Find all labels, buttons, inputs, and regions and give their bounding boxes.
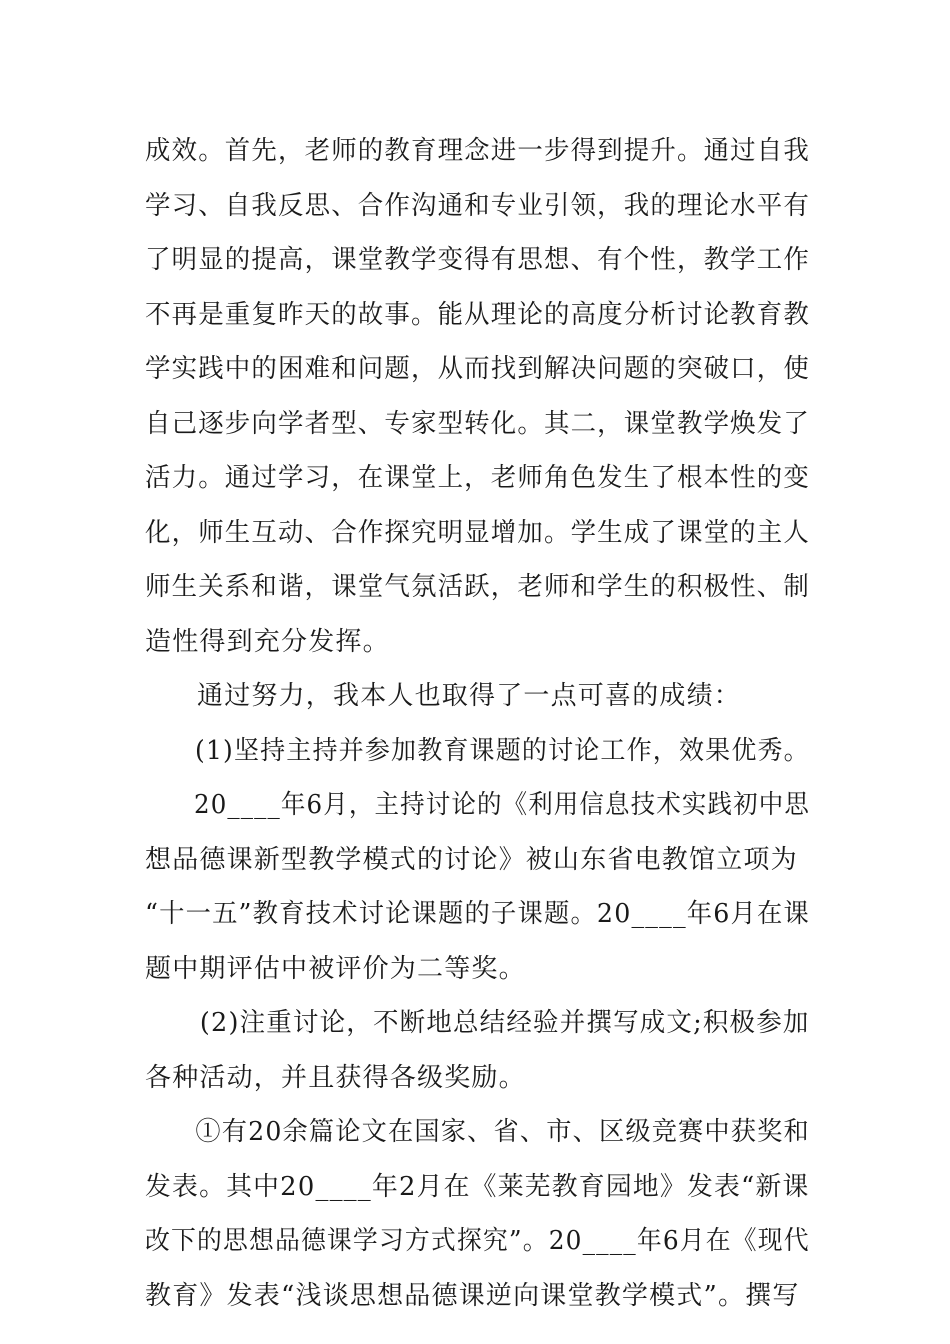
text-line: 改下的思想品德课学习方式探究”。20____年6月在《现代 bbox=[145, 1226, 810, 1256]
paragraph-start: 20____年6月，主持讨论的《利用信息技术实践初中思 bbox=[193, 790, 811, 820]
text-line: 活力。通过学习，在课堂上，老师角色发生了根本性的变 bbox=[145, 463, 810, 493]
text-line: 想品德课新型教学模式的讨论》被山东省电教馆立项为 bbox=[145, 844, 798, 875]
text-line: 不再是重复昨天的故事。能从理论的高度分析讨论教育教 bbox=[145, 299, 810, 330]
text-line: 教育》发表“浅谈思想品德课逆向课堂教学模式”。撰写 bbox=[145, 1280, 800, 1311]
text-line: “十一五”教育技术讨论课题的子课题。20____年6月在课 bbox=[145, 899, 810, 929]
text-line: 题中期评估中被评价为二等奖。 bbox=[145, 953, 526, 984]
text-line: 造性得到充分发挥。 bbox=[145, 626, 390, 657]
text-line: 学习、自我反思、合作沟通和专业引领，我的理论水平有 bbox=[145, 190, 810, 221]
paragraph-start: 通过努力，我本人也取得了一点可喜的成绩： bbox=[197, 681, 742, 711]
text-line: 成效。首先，老师的教育理念进一步得到提升。通过自我 bbox=[145, 136, 810, 166]
paragraph-start: ①有20余篇论文在国家、省、市、区级竞赛中获奖和 bbox=[195, 1117, 810, 1147]
text-line: 化，师生互动、合作探究明显增加。学生成了课堂的主人 bbox=[145, 517, 810, 548]
document-body bbox=[145, 124, 810, 1323]
text-line: 各种活动，并且获得各级奖励。 bbox=[145, 1062, 526, 1093]
text-line: 自己逐步向学者型、专家型转化。其二，课堂教学焕发了 bbox=[145, 408, 810, 439]
text-line: 学实践中的困难和问题，从而找到解决问题的突破口，使 bbox=[145, 354, 810, 384]
text-line: 了明显的提高，课堂教学变得有思想、有个性，教学工作 bbox=[145, 245, 810, 275]
text-line: 发表。其中20____年2月在《莱芜教育园地》发表“新课 bbox=[145, 1171, 810, 1202]
text-line: 师生关系和谐，课堂气氛活跃，老师和学生的积极性、制 bbox=[145, 572, 810, 602]
paragraph-start: (2)注重讨论，不断地总结经验并撰写成文;积极参加 bbox=[199, 1008, 810, 1038]
paragraph-start: (1)坚持主持并参加教育课题的讨论工作，效果优秀。 bbox=[195, 735, 810, 766]
